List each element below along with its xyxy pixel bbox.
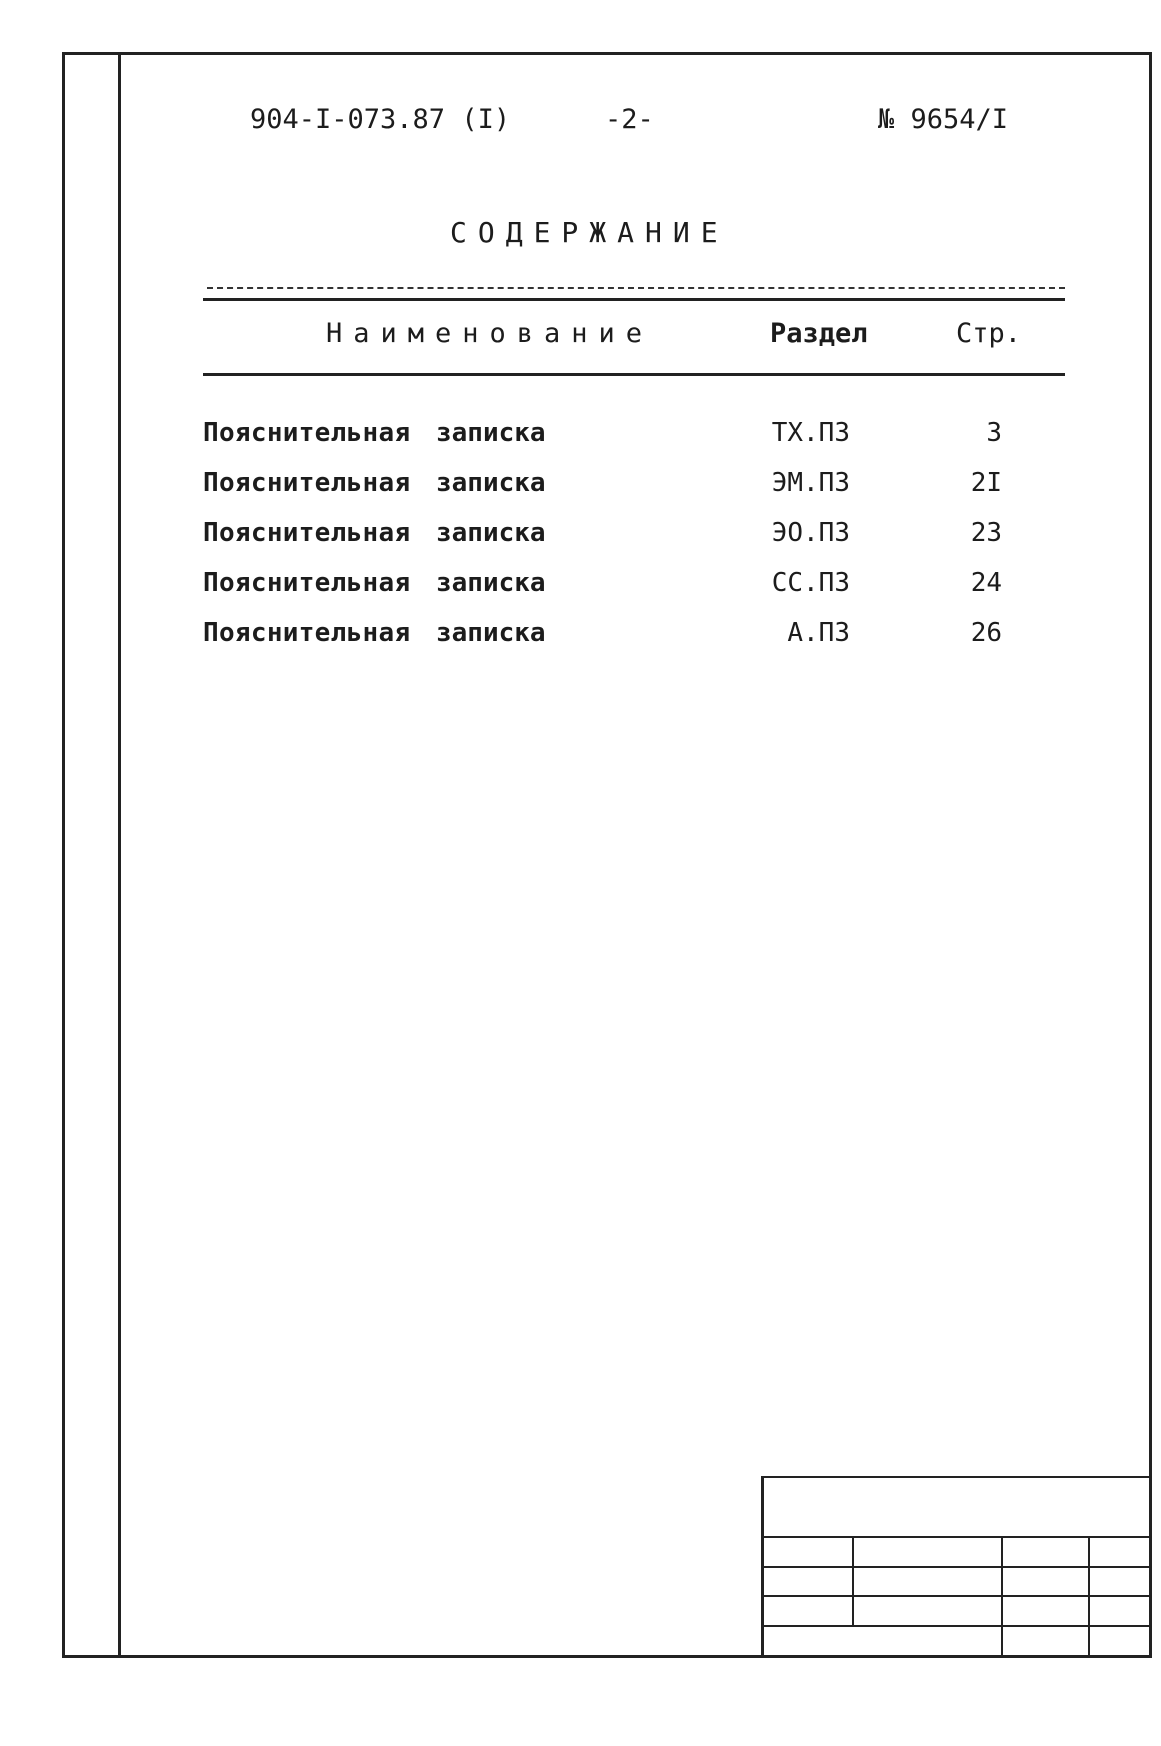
table-row <box>0 518 1161 558</box>
row-section: СС.ПЗ <box>771 568 850 598</box>
title-block-row-line <box>764 1625 1152 1627</box>
doc-code: 904-I-073.87 (I) <box>250 104 511 135</box>
row-section: ТХ.ПЗ <box>771 418 850 448</box>
table-row <box>0 418 1161 458</box>
row-page: 3 <box>986 418 1002 448</box>
column-header-section: Раздел <box>770 318 868 349</box>
sheet-number: № 9654/I <box>878 104 1009 135</box>
column-header-name: Наименование <box>326 318 654 349</box>
table-dashed-rule <box>207 287 1065 289</box>
page-title: СОДЕРЖАНИЕ <box>450 216 729 249</box>
title-block-row-line <box>764 1566 1152 1568</box>
row-page: 2I <box>970 468 1002 498</box>
row-name-word2: записка <box>436 418 546 448</box>
table-row <box>0 618 1161 658</box>
row-section: А.ПЗ <box>787 618 850 648</box>
frame-top-border <box>62 52 1152 55</box>
page-number: -2- <box>605 104 654 135</box>
table-header-rule <box>203 373 1065 376</box>
row-name-word1: Пояснительная <box>203 618 411 648</box>
frame-right-border <box>1149 52 1152 1657</box>
title-block-column-line <box>1088 1536 1090 1656</box>
row-name-word1: Пояснительная <box>203 418 411 448</box>
title-block-column-line <box>1001 1536 1003 1656</box>
row-page: 23 <box>970 518 1002 548</box>
row-section: ЭМ.ПЗ <box>771 468 850 498</box>
frame-left-outer-border <box>62 52 65 1657</box>
table-row <box>0 568 1161 608</box>
row-name-word2: записка <box>436 468 546 498</box>
frame-bottom-border <box>62 1655 1152 1658</box>
row-name-word1: Пояснительная <box>203 568 411 598</box>
row-section: ЭО.ПЗ <box>771 518 850 548</box>
title-block-row-line <box>764 1536 1152 1538</box>
title-block-column-line <box>852 1536 854 1625</box>
table-top-rule <box>203 298 1065 301</box>
title-block-row-line <box>764 1595 1152 1597</box>
row-name-word2: записка <box>436 518 546 548</box>
row-page: 24 <box>970 568 1002 598</box>
row-page: 26 <box>970 618 1002 648</box>
row-name-word1: Пояснительная <box>203 468 411 498</box>
table-row <box>0 468 1161 508</box>
row-name-word1: Пояснительная <box>203 518 411 548</box>
title-block-top-line <box>761 1476 1152 1478</box>
frame-left-inner-border <box>118 52 121 1657</box>
row-name-word2: записка <box>436 568 546 598</box>
row-name-word2: записка <box>436 618 546 648</box>
column-header-page: Стр. <box>956 318 1022 349</box>
